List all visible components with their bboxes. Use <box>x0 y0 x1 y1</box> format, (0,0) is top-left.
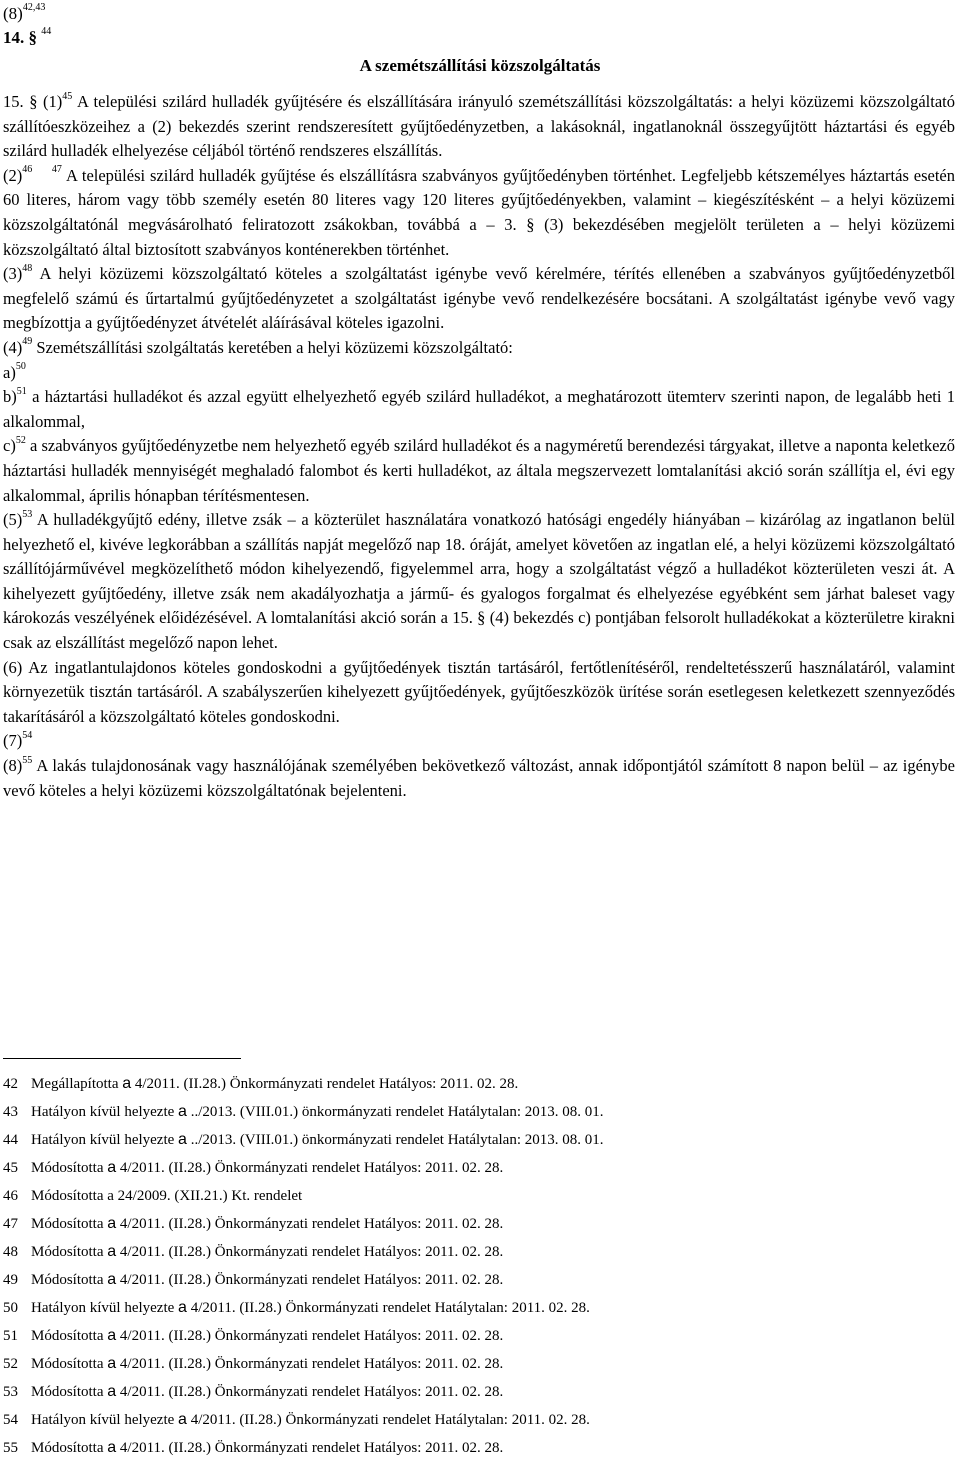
list-item-c <box>3 434 955 508</box>
paragraph-4 <box>3 336 955 361</box>
footnote-item <box>3 1350 943 1378</box>
footnote-text: Módosította <box>31 1356 108 1372</box>
footnote-ref[interactable]: 45 <box>62 90 73 102</box>
list-item-a <box>3 361 955 386</box>
section-title: A szemétszállítási közszolgáltatás <box>359 56 601 75</box>
footnote-text: Módosította <box>31 1216 108 1232</box>
paragraph-text: (6) Az ingatlantulajdonos köteles gondoskodni a gyűjtőedények tisztán tartásáról, fertőtlenítéséről, rendeltetésszerű használatáról, valamint környezetük tisztán tartásáról. A szabályszerűen kihelyezett gyűjtőedények, gyűjtőeszközök ürítése során esetlegesen keletkezett szennyeződés takarításáról a közszolgáltató köteles gondoskodni. <box>3 657 955 726</box>
footnote-text: Módosította <box>31 1440 108 1456</box>
footnote-text: Módosította <box>31 1272 108 1288</box>
footnote-ref[interactable]: 55 <box>22 754 33 766</box>
footnote-text-rest: 4/2011. (II.28.) Önkormányzati rendelet Hatályos: 2011. 02. 28. <box>116 1216 504 1232</box>
footnote-number: 43 <box>3 1104 18 1120</box>
paragraph-text: A helyi közüzemi közszolgáltató köteles a szolgáltatást igénybe vevő kérelmére, térítés ellenében a szabványos gyűjtőedényzetből megfelelő számú és űrtartalmú gyűjtőedényzetet a szolgáltatást igénybe vevő rendelkezésére bocsátani. A szolgáltatást igénybe vevő vagy megbízottja a gyűjtőedényzet átvételét aláírásával köteles igazolni. <box>3 264 955 333</box>
item-label: c) <box>3 436 16 456</box>
footnote-article: a <box>178 1131 187 1148</box>
footnote-item <box>3 1098 943 1126</box>
paragraph-label: (7) <box>3 731 23 751</box>
footnote-number: 52 <box>3 1356 18 1372</box>
footnote-text-rest: 4/2011. (II.28.) Önkormányzati rendelet Hatálytalan: 2011. 02. 28. <box>186 1412 590 1428</box>
footnote-text-rest: ../2013. (VIII.01.) önkormányzati rendelet Hatálytalan: 2013. 08. 01. <box>186 1104 604 1120</box>
paragraph-7 <box>3 729 955 754</box>
footnote-ref[interactable]: 53 <box>22 508 33 520</box>
footnote-text: Hatályon kívül helyezte <box>31 1132 179 1148</box>
item-label: (8) <box>3 4 23 23</box>
footnote-text-rest: 4/2011. (II.28.) Önkormányzati rendelet Hatályos: 2011. 02. 28. <box>116 1272 504 1288</box>
footnote-item <box>3 1126 943 1154</box>
paragraph-6 <box>3 656 955 730</box>
footnote-ref[interactable]: 47 <box>51 164 62 176</box>
footnote-text: Módosította <box>31 1244 108 1260</box>
footnote-number: 54 <box>3 1412 18 1428</box>
paragraph-3 <box>3 262 955 336</box>
footnote-ref[interactable]: 52 <box>15 434 26 446</box>
footnote-separator <box>3 1058 241 1059</box>
footnote-text: Módosította <box>31 1328 108 1344</box>
footnote-ref[interactable]: 44 <box>41 26 52 38</box>
paragraph-text-continued: szállítójárművével megközelíthető módon kihelyezendő, figyelemmel arra, hogy a szolgáltatást végző a hulladékot közterületen veszi át. A kihelyezett gyűjtőedény, illetve zsák nem akadályozhatja a jármű- és gyalogos forgalmat és elhelyezése egyébként sem járhat baleset vagy károkozás veszélyének előidézésével. A lomtalanítási akció során a 15. § (4) bekezdés c) pontjában felsorolt hulladékokat a közterületre kirakni csak az elszállítást megelőző napon lehet. <box>3 559 955 653</box>
paragraph-8 <box>3 754 955 803</box>
footnote-item <box>3 1182 943 1210</box>
footnote-number: 44 <box>3 1132 18 1148</box>
footnote-text: Megállapította <box>31 1076 123 1092</box>
section-number: 14. § <box>3 28 37 47</box>
footnote-article: a <box>178 1103 187 1120</box>
footnote-article: a <box>122 1075 132 1092</box>
footnote-list <box>3 1070 943 1462</box>
footnote-number: 55 <box>3 1440 18 1456</box>
paragraph-label: 15. § (1) <box>3 92 63 111</box>
paragraph-label: (3) <box>3 264 23 284</box>
footnote-text: Hatályon kívül helyezte <box>31 1412 179 1428</box>
footnote-text-rest: 4/2011. (II.28.) Önkormányzati rendelet Hatályos: 2011. 02. 28. <box>116 1160 504 1176</box>
footnote-ref[interactable]: 51 <box>16 385 27 397</box>
footnote-text: Módosította a 24/2009. (XII.21.) Kt. rendelet <box>31 1188 303 1204</box>
footnote-item <box>3 1406 943 1434</box>
paragraph-text: A települési szilárd hulladék gyűjtése és elszállításra szabványos gyűjtőedényben történhet. Legfeljebb kétszemélyes háztartás esetén 60 literes, három vagy több személy esetén 80 literes vagy 120 literes gyűjtőedényekben, valamint – kiegészítésként – a helyi közüzemi közszolgáltatónál megvásárolható feliratozott zsákokban, továbbá a – 3. § (3) bekezdésében megjelölt területen a – helyi közüzemi közszolgáltató által biztosított szabványos konténerekben történhet. <box>3 165 956 259</box>
paragraph-label: (8) <box>3 756 23 776</box>
footnote-article: a <box>178 1411 187 1428</box>
footnote-number: 48 <box>3 1244 18 1260</box>
paragraph-label: (5) <box>3 510 23 530</box>
section-heading-14 <box>3 27 51 49</box>
footnote-item <box>3 1238 943 1266</box>
footnote-ref[interactable]: 50 <box>15 361 26 373</box>
footnote-item <box>3 1266 943 1294</box>
footnote-item <box>3 1322 943 1350</box>
footnote-ref[interactable]: 46 <box>22 164 33 176</box>
document-body <box>3 90 955 803</box>
footnote-article: a <box>107 1159 117 1176</box>
footnote-article: a <box>107 1327 117 1344</box>
footnote-number: 49 <box>3 1272 18 1288</box>
footnote-text-rest: 4/2011. (II.28.) Önkormányzati rendelet Hatályos: 2011. 02. 28. <box>116 1356 504 1372</box>
footnote-ref[interactable]: 42,43 <box>22 2 46 14</box>
footnote-ref[interactable]: 49 <box>22 336 33 348</box>
footnote-item <box>3 1210 943 1238</box>
paragraph-text: A települési szilárd hulladék gyűjtésére és elszállítására irányuló szemétszállítási közszolgáltatás: a helyi közüzemi közszolgáltató szállítóeszközeihez a (2) bekezdés szerint rendszeresített gyűjtőedényzetben, a lakásoknál, ingatlanoknál összegyűjtött háztartási és egyéb szilárd hulladék elhelyezése céljából történő rendszeres elszállítás. <box>3 92 955 161</box>
footnote-text: Módosította <box>31 1160 108 1176</box>
paragraph-text: A lakás tulajdonosának vagy használójának személyében bekövetkező változást, annak időpontjától számított 8 napon belül – az igénybe vevő köteles a helyi közüzemi közszolgáltatónak bejelenteni. <box>3 756 956 800</box>
footnote-text-rest: 4/2011. (II.28.) Önkormányzati rendelet Hatályos: 2011. 02. 28. <box>131 1076 519 1092</box>
item-text: a szabványos gyűjtőedényzetbe nem helyezhető egyéb szilárd hulladékot és a nagyméretű berendezési tárgyakat, illetve a naponta keletkező háztartási hulladék mennyiségét meghaladó falombot és kerti hulladékot, az általa megszervezett lomtalanítási akció során szállítja el, évi egy alkalommal, április hónapban térítésmentesen. <box>3 436 956 505</box>
footnote-text-rest: 4/2011. (II.28.) Önkormányzati rendelet Hatályos: 2011. 02. 28. <box>116 1384 504 1400</box>
footnote-article: a <box>178 1299 187 1316</box>
footnote-number: 45 <box>3 1160 18 1176</box>
footnote-ref[interactable]: 48 <box>22 262 33 274</box>
footnote-ref[interactable]: 54 <box>22 729 33 741</box>
paragraph-text: Szemétszállítási szolgáltatás keretében a helyi közüzemi közszolgáltató: <box>36 337 513 357</box>
footnote-item <box>3 1294 943 1322</box>
footnote-article: a <box>107 1383 117 1400</box>
footnote-item <box>3 1378 943 1406</box>
footnote-number: 50 <box>3 1300 18 1316</box>
footnote-text: Hatályon kívül helyezte <box>31 1104 179 1120</box>
footnote-text-rest: ../2013. (VIII.01.) önkormányzati rendelet Hatálytalan: 2013. 08. 01. <box>186 1132 604 1148</box>
footnote-article: a <box>107 1271 117 1288</box>
footnote-item <box>3 1070 943 1098</box>
footnote-text: Módosította <box>31 1384 108 1400</box>
paragraph-15-1 <box>3 90 955 164</box>
paragraph-label: (4) <box>3 337 23 357</box>
footnote-number: 53 <box>3 1384 18 1400</box>
paragraph-5 <box>3 508 955 656</box>
footnote-item <box>3 1434 943 1462</box>
item-label: a) <box>3 362 16 382</box>
item-label: b) <box>3 387 17 407</box>
footnote-item <box>3 1154 943 1182</box>
item-text: a háztartási hulladékot és azzal együtt elhelyezhető egyéb szilárd hulladékot, a meghatározott ütemterv szerinti napon, de legalább heti 1 alkalommal, <box>3 387 955 431</box>
list-item-b <box>3 385 955 434</box>
header-item-8 <box>3 3 45 25</box>
footnote-article: a <box>107 1215 117 1232</box>
paragraph-2 <box>3 164 955 262</box>
footnote-number: 47 <box>3 1216 18 1232</box>
footnote-number: 51 <box>3 1328 18 1344</box>
footnote-article: a <box>107 1439 117 1456</box>
footnote-article: a <box>107 1355 117 1372</box>
footnote-text-rest: 4/2011. (II.28.) Önkormányzati rendelet Hatályos: 2011. 02. 28. <box>116 1244 504 1260</box>
footnote-number: 42 <box>3 1076 18 1092</box>
footnote-text-rest: 4/2011. (II.28.) Önkormányzati rendelet Hatályos: 2011. 02. 28. <box>116 1440 504 1456</box>
paragraph-text: A hulladékgyűjtő edény, illetve zsák – a közterület használatára vonatkozó hatósági engedély hiányában – kizárólag az ingatlanon belül helyezhető el, kivéve legkorábban a szállítás napját megelőző nap 18. óráját, amelyet követően az ingatlan elé, a helyi közüzemi közszolgáltató <box>3 510 955 554</box>
paragraph-label: (2) <box>3 165 23 185</box>
footnote-number: 46 <box>3 1188 18 1204</box>
footnote-text-rest: 4/2011. (II.28.) Önkormányzati rendelet Hatályos: 2011. 02. 28. <box>116 1328 504 1344</box>
footnote-text: Hatályon kívül helyezte <box>31 1300 179 1316</box>
footnote-article: a <box>107 1243 117 1260</box>
footnote-text-rest: 4/2011. (II.28.) Önkormányzati rendelet Hatálytalan: 2011. 02. 28. <box>186 1300 590 1316</box>
